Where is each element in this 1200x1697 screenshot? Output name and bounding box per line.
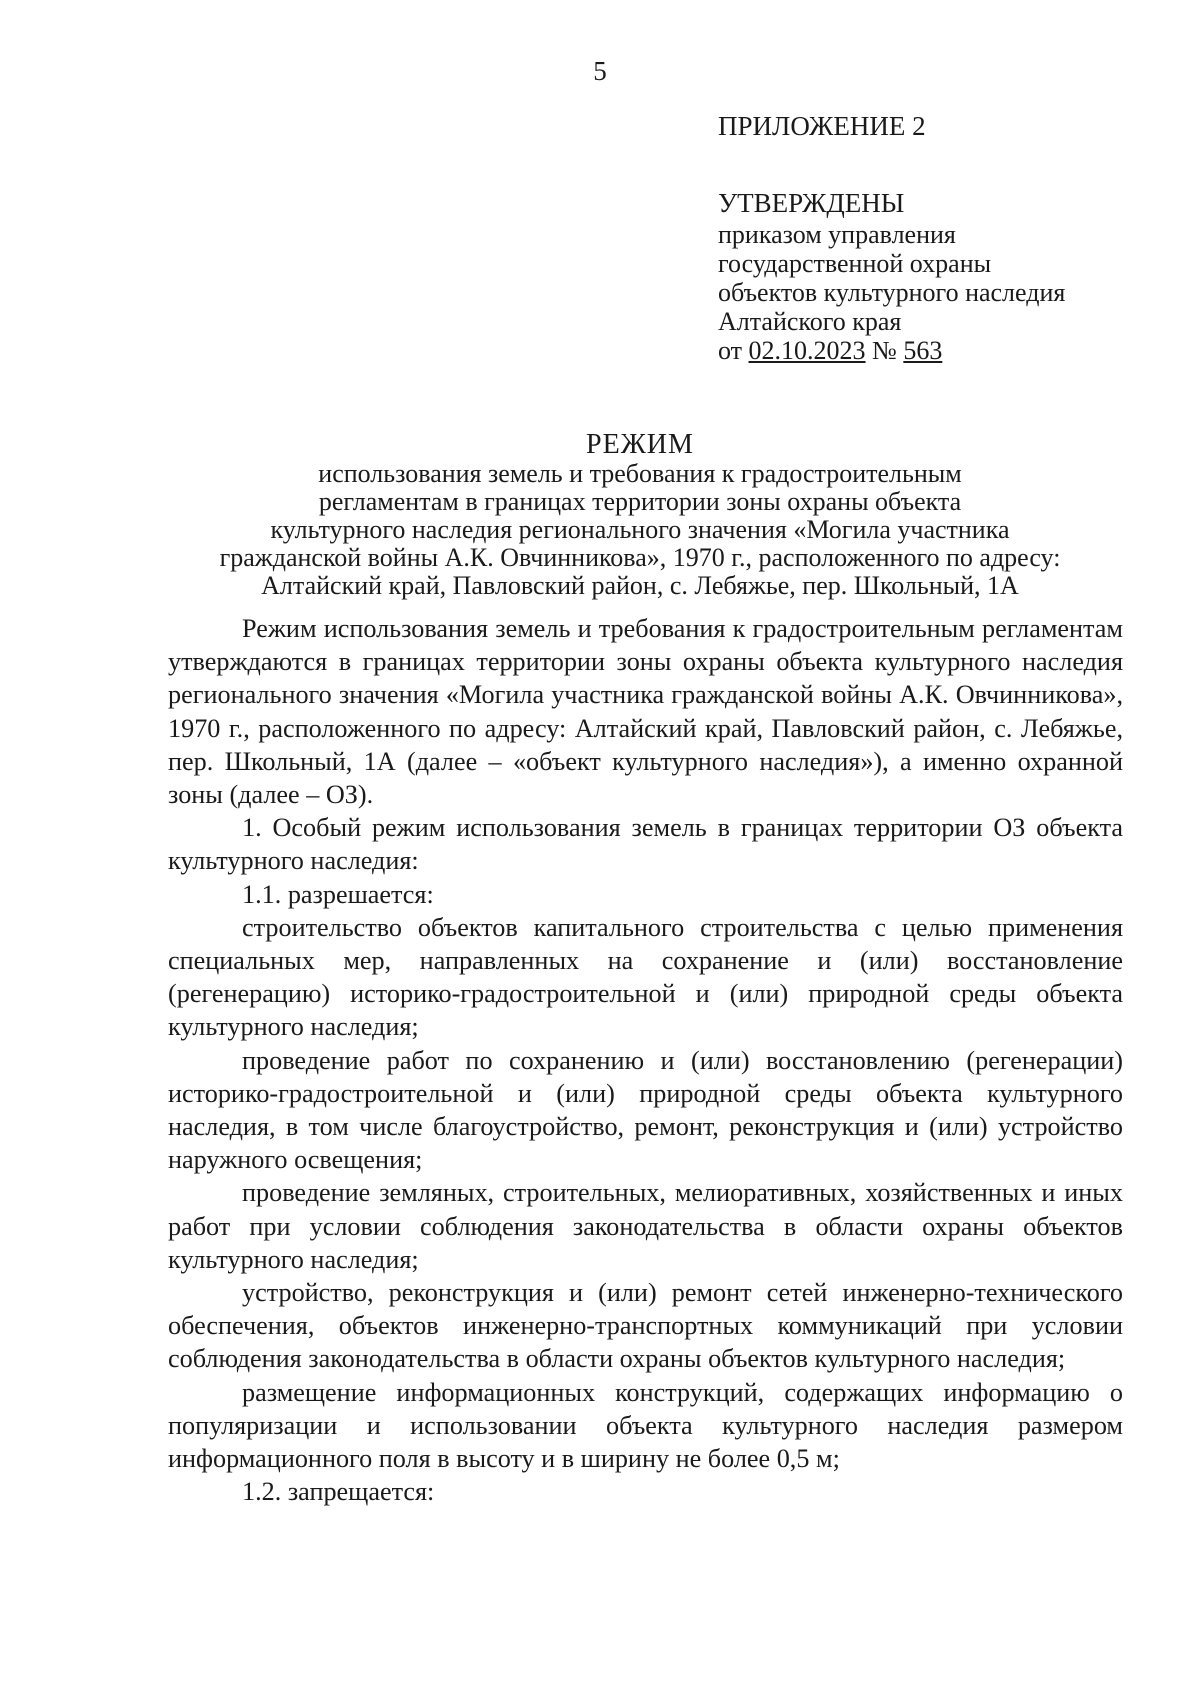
approved-heading: УТВЕРЖДЕНЫ (718, 188, 905, 218)
order-prefix: от (718, 336, 749, 365)
intro-paragraph: Режим использования земель и требования к градостроительным регламентам утверждаются в границах территории зоны охраны объекта культурного наследия регионального значения «Могила участника гражданской войны А.К. Овчинникова», 1970 г., расположенного по адресу: Алтайский край, Павловский район, с. Лебяжье, пер. Школьный, 1А (далее – «объект культурного наследия»), а именно охранной зоны (далее – ОЗ). (168, 614, 1123, 810)
document-title: РЕЖИМ (586, 429, 694, 460)
order-number-label: № (865, 336, 904, 365)
page-number: 5 (593, 56, 607, 86)
allowed-item: устройство, реконструкция и (или) ремонт сетей инженерно-технического обеспечения, объектов инженерно-транспортных коммуникаций при условии соблюдения законодательства в области охраны объектов культурного наследия; (168, 1278, 1123, 1374)
document-body (168, 612, 1123, 1508)
subtitle-line: культурного наследия регионального значения «Могила участника (270, 515, 1010, 544)
appendix-block (718, 112, 1065, 365)
subtitle-line: использования земель и требования к градостроительным (318, 459, 962, 488)
approved-line: государственной охраны (718, 249, 992, 278)
section-1-2-heading: 1.2. запрещается: (242, 1477, 435, 1507)
subtitle-line: гражданской войны А.К. Овчинникова», 1970 г., расположенного по адресу: (219, 543, 1061, 572)
allowed-item: строительство объектов капитального строительства с целью применения специальных мер, направленных на сохранение и (или) восстановление (регенерацию) историко-градостроительной и (или) природной среды объекта культурного наследия; (168, 912, 1123, 1042)
section-1-heading: 1. Особый режим использования земель в границах территории ОЗ объекта культурного наследия: (168, 813, 1123, 876)
title-block (140, 430, 1140, 600)
approved-line: приказом управления (718, 220, 956, 249)
order-date: 02.10.2023 (748, 336, 866, 365)
allowed-item: размещение информационных конструкций, содержащих информацию о популяризации и использовании объекта культурного наследия размером информационного поля в высоту и в ширину не более 0,5 м; (168, 1377, 1123, 1474)
allowed-item: проведение земляных, строительных, мелиоративных, хозяйственных и иных работ при условии соблюдения законодательства в области охраны объектов культурного наследия; (168, 1178, 1123, 1274)
approved-line: Алтайского края (718, 307, 902, 336)
allowed-item: проведение работ по сохранению и (или) восстановлению (регенерации) историко-градостроительной и (или) природной среды объекта культурного наследия, в том числе благоустройство, ремонт, реконструкция и (или) устройство наружного освещения; (168, 1045, 1123, 1175)
subtitle-line: регламентам в границах территории зоны охраны объекта (318, 487, 962, 516)
section-1-1-heading: 1.1. разрешается: (242, 879, 434, 909)
subtitle-line: Алтайский край, Павловский район, с. Лебяжье, пер. Школьный, 1А (261, 571, 1019, 600)
order-line (718, 336, 1065, 365)
appendix-heading: ПРИЛОЖЕНИЕ 2 (718, 111, 926, 141)
order-number: 563 (903, 336, 943, 365)
approved-line: объектов культурного наследия (718, 278, 1066, 307)
